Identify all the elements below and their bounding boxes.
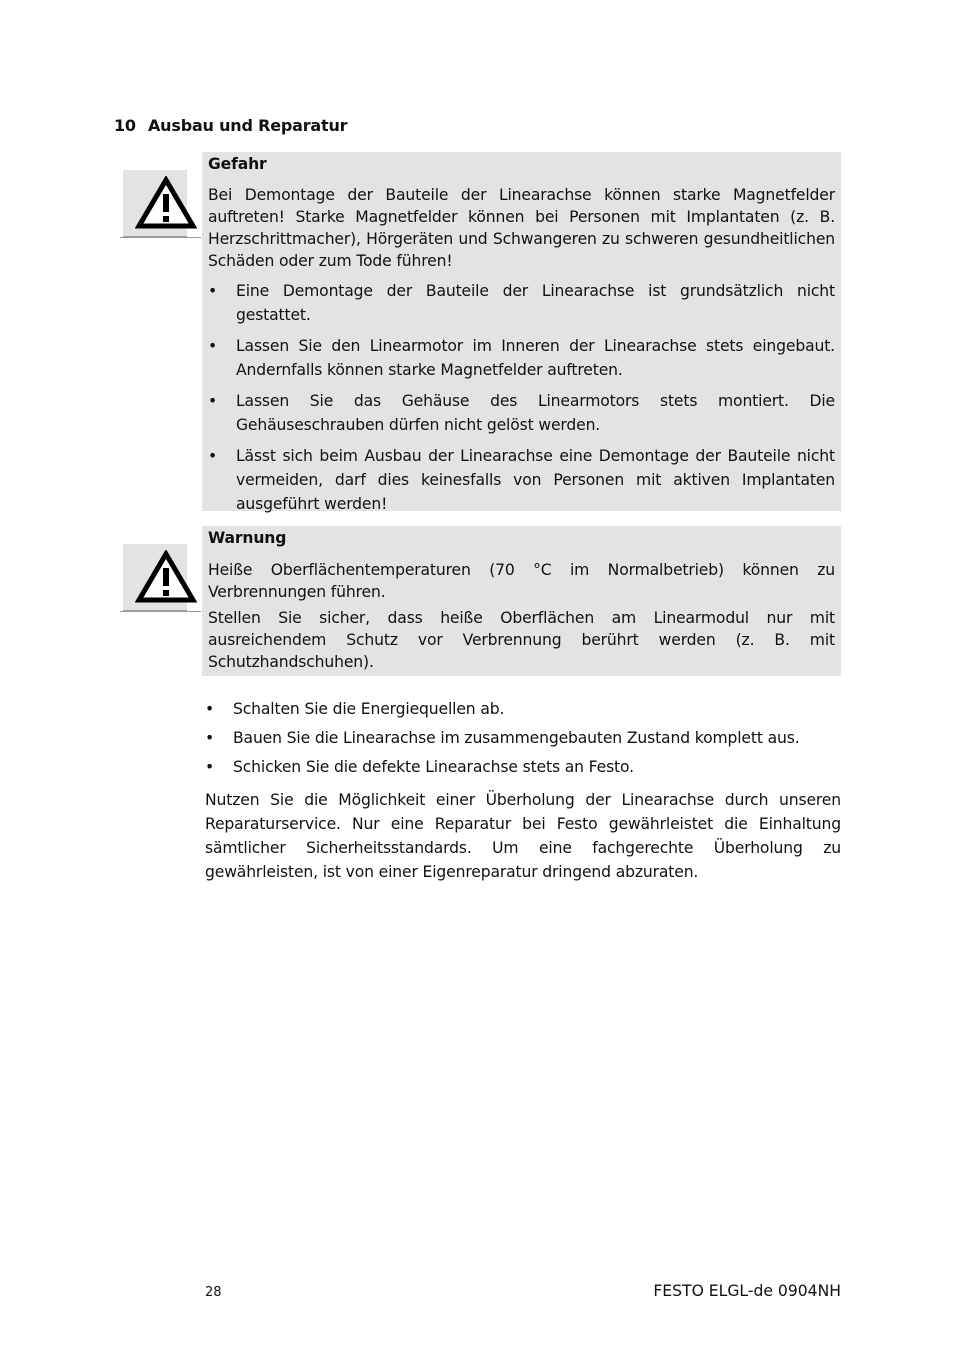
warning-triangle-icon: [135, 550, 197, 604]
step-item: • Schalten Sie die Energiequellen ab.: [205, 697, 841, 726]
danger-bullet: • Lassen Sie den Linearmotor im Inneren der Linearachse stets eingebaut. Andernfalls können starke Magnetfelder auftreten.: [208, 334, 835, 382]
page-number: 28: [205, 1285, 222, 1300]
document-id: FESTO ELGL-de 0904NH: [653, 1282, 841, 1300]
danger-icon-box: [123, 170, 187, 237]
section-number: 10: [114, 116, 136, 135]
warning-text-2: Stellen Sie sicher, dass heiße Oberflächen am Linearmodul nur mit ausreichendem Schutz vor Verbrennung berührt werden (z. B. mit Schutzhandschuhen).: [208, 609, 835, 671]
danger-bullet: • Eine Demontage der Bauteile der Linearachse ist grundsätzlich nicht gestattet.: [208, 279, 835, 327]
warning-heading: Warnung: [208, 529, 287, 547]
section-heading: [114, 116, 347, 135]
step-item: • Schicken Sie die defekte Linearachse stets an Festo.: [205, 755, 841, 784]
repair-paragraph: Nutzen Sie die Möglichkeit einer Überholung der Linearachse durch unseren Reparaturservice. Nur eine Reparatur bei Festo gewährleistet die Einhaltung sämtlicher Sicherheitsstandards. Um eine fachgerechte Überholung zu gewährleisten, ist von einer Eigenreparatur dringend abzuraten.: [205, 791, 841, 881]
warning-triangle-icon: [135, 176, 197, 230]
danger-heading: Gefahr: [208, 155, 267, 173]
steps-list: [205, 697, 841, 784]
warning-panel: [202, 526, 841, 676]
danger-panel: [202, 152, 841, 511]
section-title: Ausbau und Reparatur: [148, 116, 348, 135]
warning-icon-box: [123, 544, 187, 611]
step-item: • Bauen Sie die Linearachse im zusammengebauten Zustand komplett aus.: [205, 726, 841, 755]
danger-bullet: • Lässt sich beim Ausbau der Linearachse eine Demontage der Bauteile nicht vermeiden, darf dies keinesfalls von Personen mit aktiven Implantaten ausgeführt werden!: [208, 444, 835, 516]
warning-notice: [120, 526, 841, 676]
danger-icon-rule: [120, 237, 201, 238]
warning-icon-rule: [120, 611, 201, 612]
danger-bullet-list: [208, 279, 835, 516]
danger-text: Bei Demontage der Bauteile der Linearachse können starke Magnetfelder auftreten! Starke Magnetfelder können bei Personen mit Implantaten (z. B. Herzschrittmacher), Hörgeräten und Schwangeren zu schweren gesundheitlichen Schäden oder zum Tode führen!: [208, 186, 835, 270]
danger-notice: [120, 152, 841, 512]
warning-text-1: Heiße Oberflächentemperaturen (70 °C im Normalbetrieb) können zu Verbrennungen führen.: [208, 561, 835, 601]
danger-bullet: • Lassen Sie das Gehäuse des Linearmotors stets montiert. Die Gehäuseschrauben dürfen nicht gelöst werden.: [208, 389, 835, 437]
